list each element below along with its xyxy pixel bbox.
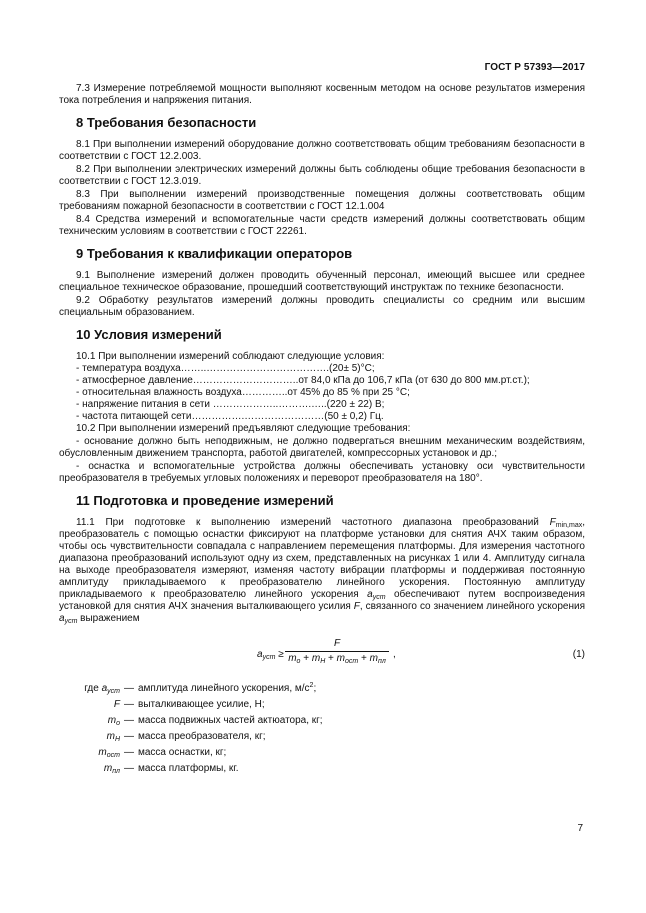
definition-m-n: $m_Н$ — масса преобразователя, кг; <box>106 731 266 743</box>
paragraph-9-2: 9.2 Обработку результатов измерений должны проводить специалисты со средним или высшим специальным образованием. <box>59 295 585 318</box>
definition-m-ost: $m_{ост}$ — масса оснастки, кг; <box>98 747 227 759</box>
condition-voltage: - напряжение питания в сети ………………..……….…..(220 ± 22) В; <box>76 399 385 410</box>
equation-comma: , <box>393 649 396 660</box>
paragraph-10-1: 10.1 При выполнении измерений соблюдают следующие условия: <box>76 351 385 362</box>
document-code-header: ГОСТ Р 57393—2017 <box>484 62 585 73</box>
section-9-title: 9 Требования к квалификации операторов <box>76 246 353 261</box>
paragraph-8-4: 8.4 Средства измерений и вспомогательные части средств измерений должны соответствовать общим техническим условиям в соответствии с ГОСТ 22261. <box>59 214 585 237</box>
requirement-base: - основание должно быть неподвижным, не должно подвергаться внешним механическим воздействиям, обусловленным движением транспорта, работой двигателей, компрессорных установок и др.; <box>59 436 585 459</box>
paragraph-8-2: 8.2 При выполнении электрических измерений должны быть соблюдены общие требования безопасности в соответствии с ГОСТ 12.3.019. <box>59 164 585 187</box>
equation-number: (1) <box>572 649 585 660</box>
equation-1 <box>59 637 585 677</box>
section-10-title: 10 Условия измерений <box>76 327 222 342</box>
condition-temperature: - температура воздуха……..……………………………….(20± 5)°С; <box>76 363 375 374</box>
definition-m-pl: $m_{пл}$ — масса платформы, кг. <box>103 763 239 775</box>
paragraph-10-2: 10.2 При выполнении измерений предъявляют следующие требования: <box>76 423 411 434</box>
paragraph-11-1: 11.1 При подготовке к выполнению измерений частотного диапазона преобразований $F_{min,max}$, преобразователь с помощью оснастки фиксируют на платформе установки для снятия АЧХ таким образом, чтобы ось чувствительности совпадала с направлением перемещения платформы. Для измерения частотного диапазона преобразований используют одну из схем, представленных на рисунках 1 или 4. Амплитуду сигнала на выходе преобразователя измеряют, изменяя частоту вибрации платформы и поддерживая постоянную амплитуду прикладываемого к преобразователю линейного ускорения. Постоянную амплитуду прикладываемого к преобразователю линейного ускорения $a_{уст}$ обеспечивают путем воспроизведения установкой для снятия АЧХ значения выталкивающего усилия F, связанного со значением линейного ускорения $a_{уст}$ выражением <box>59 517 585 625</box>
equation-numerator: F <box>333 638 341 649</box>
condition-pressure: - атмосферное давление…………………………..от 84,0 кПа до 106,7 кПа (от 630 до 800 мм.рт.ст.); <box>76 375 530 386</box>
document-body <box>59 83 585 777</box>
definition-a-ust: где $a_{уст}$ — амплитуда линейного ускорения, $м/с^2$; <box>84 682 317 695</box>
equation-lhs: $a_{уст}$ ≥ <box>257 649 284 661</box>
paragraph-9-1: 9.1 Выполнение измерений должен проводить обученный персонал, имеющий высшее или среднее специальное техническое образование, прошедший соответствующий инструктаж по технике безопасности. <box>59 270 585 293</box>
section-8-title: 8 Требования безопасности <box>76 115 257 130</box>
paragraph-7-3: 7.3 Измерение потребляемой мощности выполняют косвенным методом на основе результатов измерения тока потребления и напряжения питания. <box>59 83 585 106</box>
symbol-definitions <box>59 681 585 777</box>
condition-frequency: - частота питающей сети…………….……………………(50 ± 0,2) Гц. <box>76 411 384 422</box>
section-11-title: 11 Подготовка и проведение измерений <box>76 493 334 508</box>
definition-f: F — выталкивающее усилие, Н; <box>113 699 265 710</box>
requirement-fixture: - оснастка и вспомогательные устройства должны обеспечивать установку оси чувствительности преобразователя в требуемых угловых положениях и переворот преобразователя на 180°. <box>59 461 585 484</box>
condition-humidity: - относительная влажность воздуха…………..от 45% до 85 % при 25 °С; <box>76 387 410 398</box>
definition-m-o: $m_о$ — масса подвижных частей актюатора, кг; <box>107 715 323 727</box>
equation-denominator: $m_о + m_Н + m_{ост} + m_{пл}$ <box>288 653 386 665</box>
equation-fraction <box>285 637 389 666</box>
paragraph-8-1: 8.1 При выполнении измерений оборудование должно соответствовать общим требованиям безопасности в соответствии с ГОСТ 12.2.003. <box>59 139 585 162</box>
paragraph-8-3: 8.3 При выполнении измерений производственные помещения должны соответствовать общим требованиям пожарной безопасности в соответствии с ГОСТ 12.1.004 <box>59 189 585 212</box>
page-number: 7 <box>577 823 583 834</box>
